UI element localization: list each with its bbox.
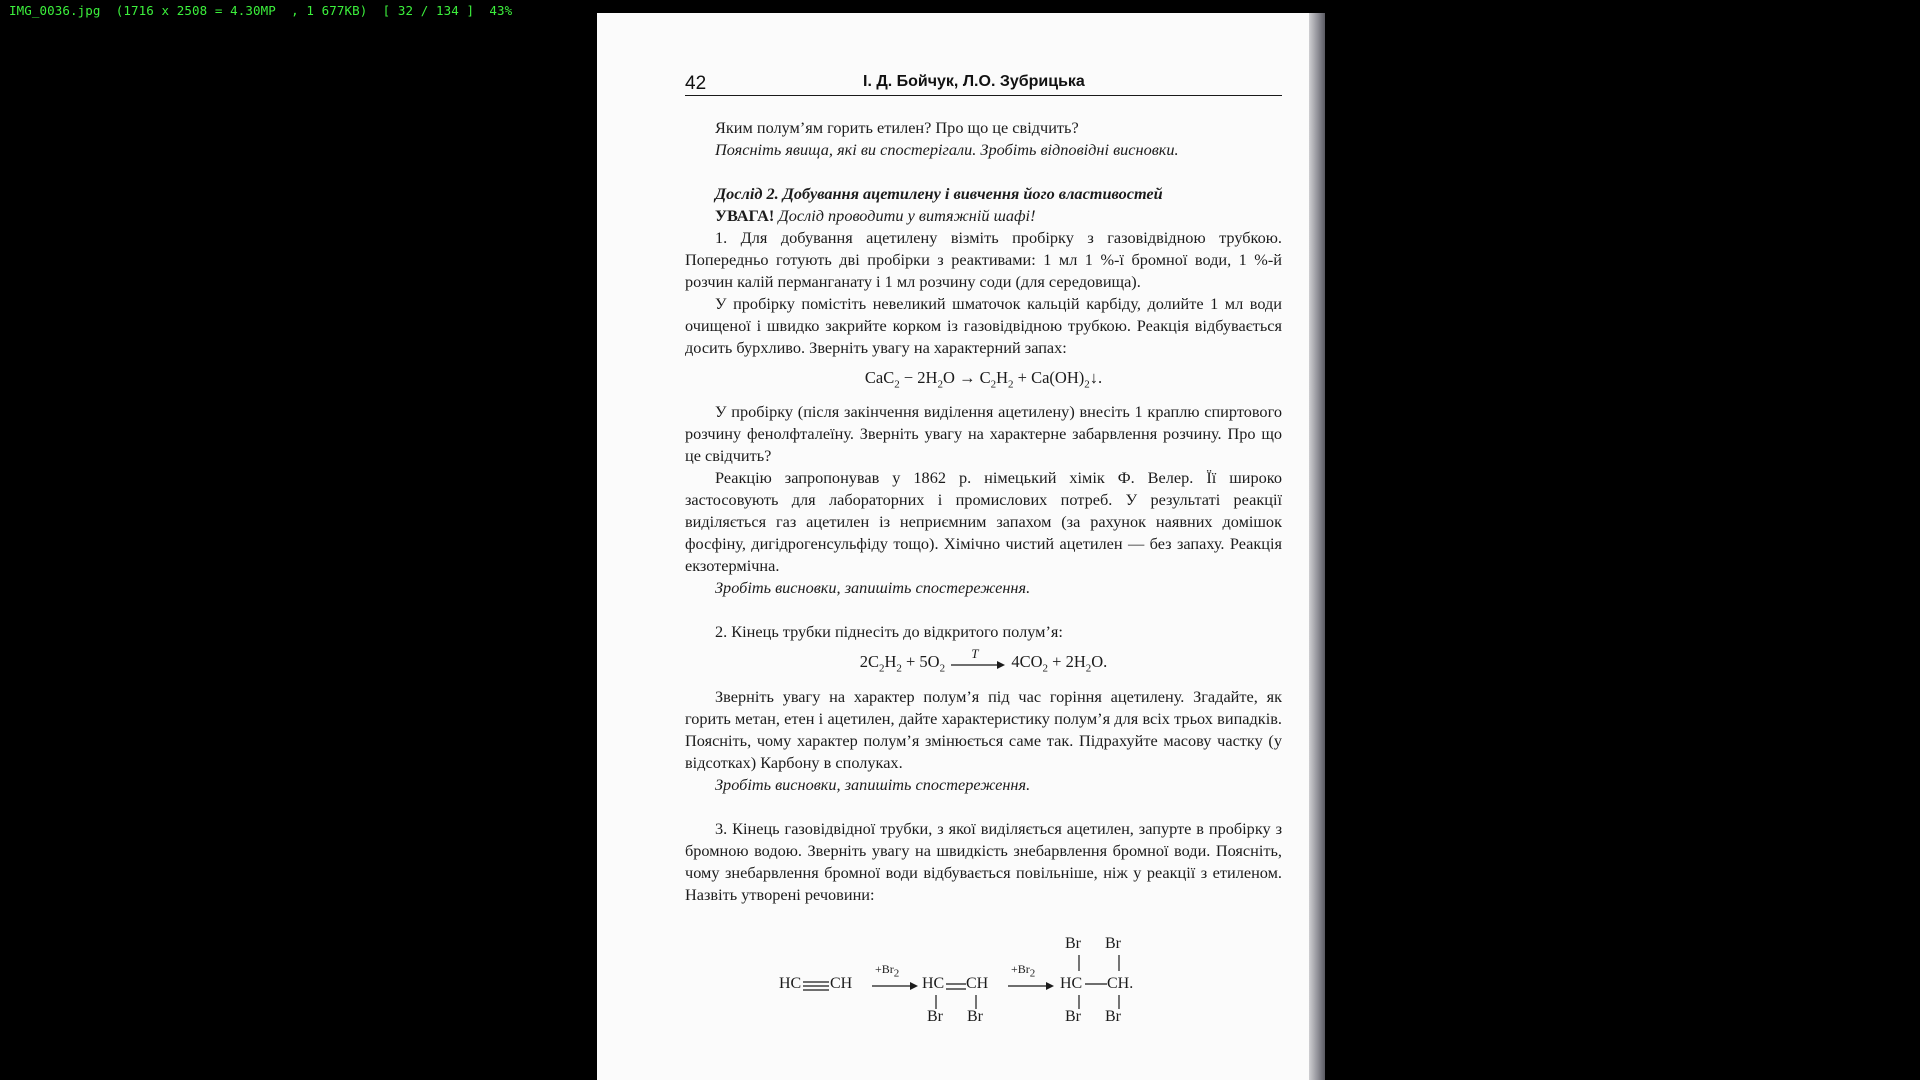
paragraph: Реакцію запропонував у 1862 р. німецький хімік Ф. Велер. Її широко застосовують для лабораторних і промислових потреб. У результаті реакції виділяється газ ацетилен із неприємним запахом (за рахунок наявних домішок фосфіну, дигідрогенсульфіду тощо). Хімічно чистий ацетилен — без запаху. Реакція екзотермічна. xyxy=(685,468,1282,576)
paragraph: 2. Кінець трубки піднесіть до відкритого полум’я: xyxy=(715,622,1063,642)
bromine-atom: Br xyxy=(1065,935,1081,952)
single-bonds-down xyxy=(932,995,992,1009)
paragraph-instruction: Зробіть висновки, запишіть спостереження. xyxy=(715,578,1031,598)
single-bonds-down xyxy=(1075,995,1135,1009)
paragraph-instruction: Поясніть явища, які ви спостерігали. Зробіть відповідні висновки. xyxy=(715,140,1179,159)
experiment-title: Дослід 2. Добування ацетилену і вивчення його властивостей xyxy=(715,184,1163,203)
page-edge-shadow xyxy=(1309,13,1325,1080)
scheme-arrow-2 xyxy=(1008,981,1054,991)
page-header xyxy=(685,71,1282,96)
double-bond xyxy=(946,981,966,991)
scheme-hc: HC xyxy=(779,975,802,992)
bromine-atom: Br xyxy=(1105,1008,1121,1025)
single-bond xyxy=(1085,979,1107,989)
paragraph-instruction: Зробіть висновки, запишіть спостереження. xyxy=(715,774,1031,794)
warning-line xyxy=(685,205,1282,227)
paragraph: 3. Кінець газовідвідної трубки, з якої виділяється ацетилен, запурте в пробірку з бромною водою. Зверніть увагу на швидкість знебарвлення бромної води. Поясніть, чому знебарвлення бромної води відбувається повільніше, ніж у реакції з етиленом. Назвіть утворені речовини: xyxy=(685,818,1282,904)
running-head: І. Д. Бойчук, Л.О. Зубрицька xyxy=(863,73,1085,90)
scheme-hc: HC xyxy=(922,975,945,992)
scanned-page xyxy=(597,13,1325,1080)
scheme-hc: HC xyxy=(1060,975,1083,992)
paragraph: У пробірку помістіть невеликий шматочок кальцій карбіду, долийте 1 мл води очищеної і швидко закрийте корком із газовідвідною трубкою. Реакція відбувається досить бурхливо. Зверніть увагу на характерний запах: xyxy=(685,294,1282,357)
warning-label: УВАГА! xyxy=(715,206,775,225)
bromination-scheme xyxy=(779,933,1207,1033)
paragraph: 1. Для добування ацетилену візміть пробірку з газовідвідною трубкою. Попередньо готують дві пробірки з реактивами: 1 мл 1 %-ї бромної води, 1 %-й розчин калій перманганату і 1 мл розчину соди (для середовища). xyxy=(685,228,1282,291)
scheme-arrow-1 xyxy=(872,981,918,991)
reaction-arrow: T xyxy=(949,657,1007,671)
reagent-label: $+Br_2$ xyxy=(875,962,900,980)
single-bonds-up xyxy=(1075,955,1135,971)
bromine-atom: Br xyxy=(1105,935,1121,952)
bromine-atom: Br xyxy=(967,1008,983,1025)
paragraph: У пробірку (після закінчення виділення ацетилену) внесіть 1 краплю спиртового розчину фенолфталеїну. Зверніть увагу на характерне забарвлення розчину. Про що це свідчить? xyxy=(685,402,1282,466)
paragraph: Зверніть увагу на характер полум’я під час горіння ацетилену. Згадайте, як горить метан, етен і ацетилен, дайте характеристику полум’я для всіх трьох випадків. Поясніть, чому характер полум’я змінюється саме так. Підрахуйте масову частку (у відсотках) Карбону в сполуках. xyxy=(685,686,1282,772)
page-number: 42 xyxy=(685,73,707,94)
equation-combustion: $2C_2H_2 + 5O_2$ T $4CO_2 + 2H_2O$. xyxy=(859,645,1108,675)
viewer-status-line: IMG_0036.jpg (1716 x 2508 = 4.30MP , 1 677KB) [ 32 / 134 ] 43% xyxy=(9,3,513,18)
scheme-ch: CH xyxy=(830,975,853,992)
page-body xyxy=(685,117,1282,906)
bromine-atom: Br xyxy=(1065,1008,1081,1025)
warning-text: Дослід проводити у витяжній шафі! xyxy=(774,206,1036,225)
scheme-ch: CH. xyxy=(1107,975,1134,992)
bromine-atom: Br xyxy=(927,1008,943,1025)
scheme-ch: CH xyxy=(966,975,989,992)
reagent-label: $+Br_2$ xyxy=(1011,962,1036,980)
paragraph: Яким полум’ям горить етилен? Про що це свідчить? xyxy=(715,118,1079,137)
equation-calcium-carbide: $CaC_2 - 2H_2O \to C_2H_2$ + $Ca(OH)_2↓$. xyxy=(864,368,1103,391)
triple-bond xyxy=(803,980,829,992)
